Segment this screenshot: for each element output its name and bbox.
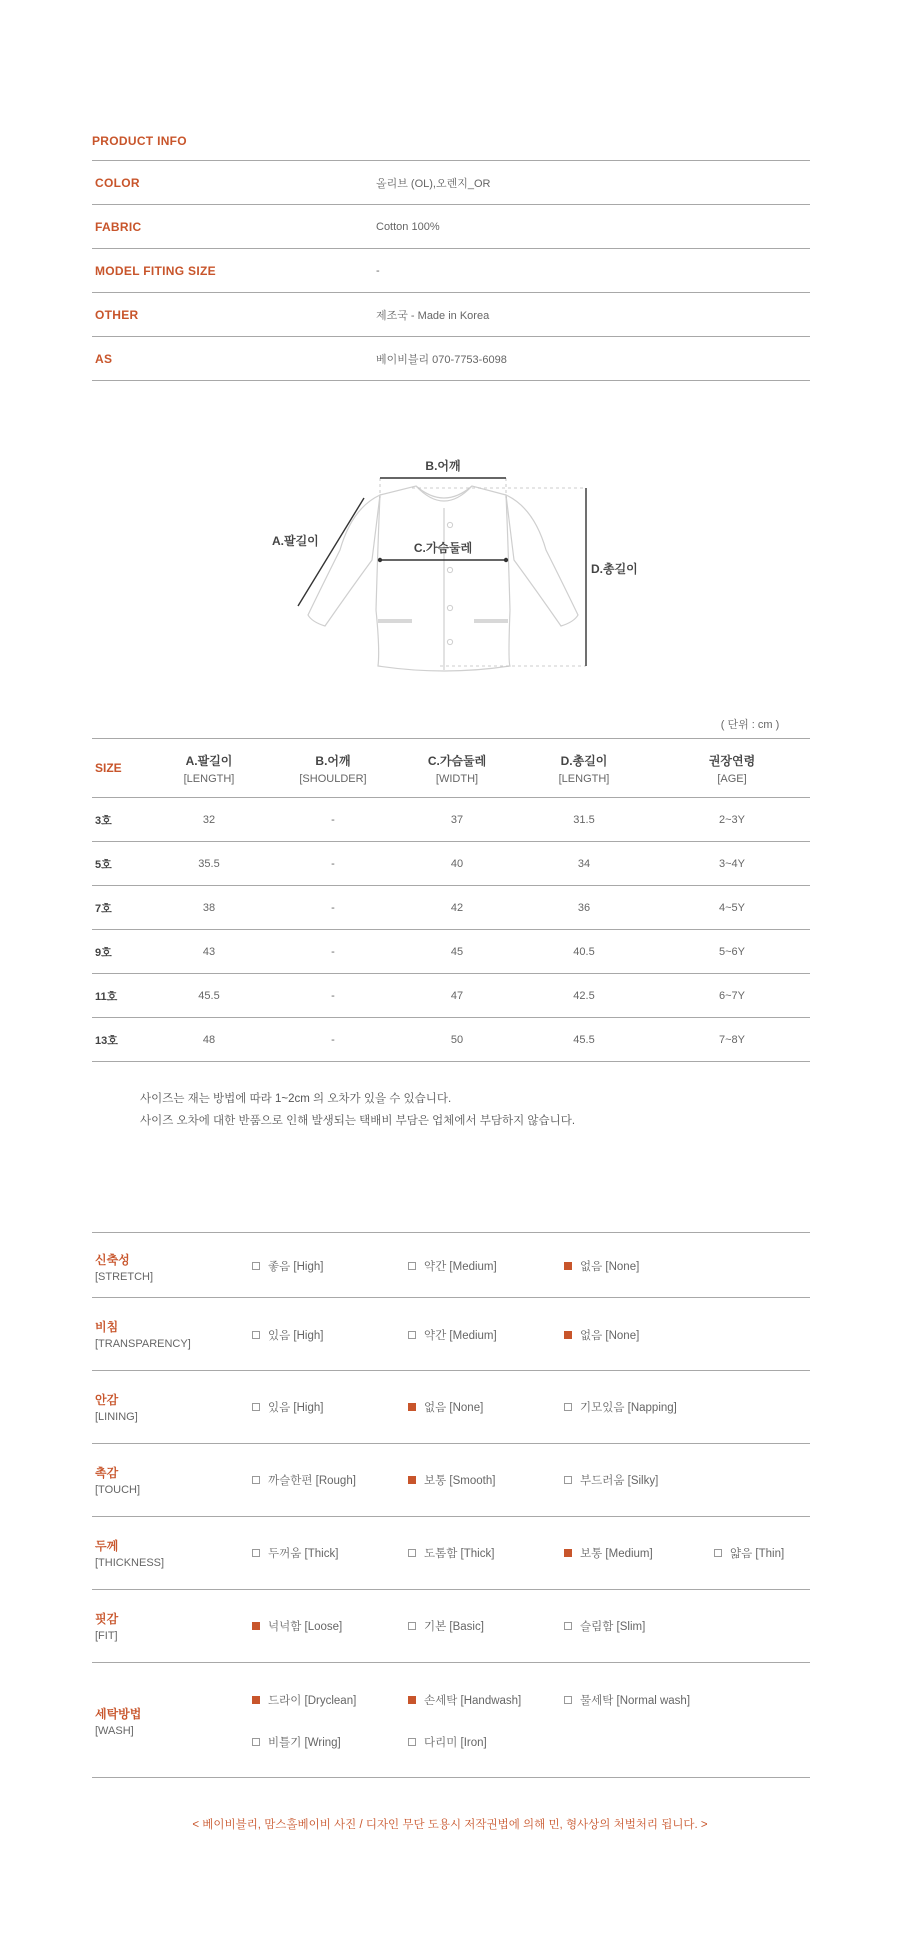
attr-en: [TRANSPARENCY] bbox=[95, 1338, 191, 1350]
size-cell: 5호 bbox=[95, 858, 112, 871]
checkbox-checked-icon bbox=[408, 1476, 416, 1484]
attr-name: 신축성 bbox=[95, 1253, 130, 1267]
column-sub: [LENGTH] bbox=[558, 772, 610, 785]
age-cell: 7~8Y bbox=[719, 1033, 745, 1046]
checkbox-empty-icon bbox=[252, 1403, 260, 1411]
option: 비틀기 [Wring] bbox=[252, 1734, 341, 1750]
chest-cell: 50 bbox=[450, 1033, 464, 1046]
checkbox-checked-icon bbox=[564, 1331, 572, 1339]
option: 물세탁 [Normal wash] bbox=[564, 1692, 690, 1708]
option: 약간 [Medium] bbox=[408, 1327, 497, 1343]
checkbox-empty-icon bbox=[408, 1738, 416, 1746]
shoulder-cell: - bbox=[331, 945, 335, 958]
unit-label: ( 단위 : cm ) bbox=[720, 719, 780, 731]
option: 없음 [None] bbox=[408, 1399, 483, 1415]
info-value: 올리브 (OL),오렌지_OR bbox=[376, 177, 491, 190]
checkbox-empty-icon bbox=[714, 1549, 722, 1557]
size-notes bbox=[140, 1088, 575, 1132]
sleeve-cell: 32 bbox=[202, 813, 216, 826]
attr-lining bbox=[92, 1371, 810, 1444]
column-name: B.어깨 bbox=[315, 753, 351, 768]
checkbox-empty-icon bbox=[408, 1549, 416, 1557]
attr-thickness bbox=[92, 1517, 810, 1590]
checkbox-checked-icon bbox=[564, 1262, 572, 1270]
table-row bbox=[92, 974, 810, 1018]
size-table bbox=[92, 738, 810, 1062]
option: 다리미 [Iron] bbox=[408, 1734, 487, 1750]
attr-name: 촉감 bbox=[95, 1466, 119, 1480]
age-cell: 5~6Y bbox=[719, 945, 745, 958]
shoulder-cell: - bbox=[331, 989, 335, 1002]
diagram-label-length: D.총길이 bbox=[591, 562, 638, 576]
checkbox-checked-icon bbox=[408, 1696, 416, 1704]
size-cell: 7호 bbox=[95, 902, 112, 915]
column-header-age bbox=[654, 752, 810, 785]
column-sub: [LENGTH] bbox=[183, 772, 235, 785]
table-row bbox=[92, 798, 810, 842]
checkbox-empty-icon bbox=[408, 1331, 416, 1339]
attr-label bbox=[95, 1464, 140, 1496]
attr-wash bbox=[92, 1663, 810, 1778]
info-label: FABRIC bbox=[95, 219, 142, 234]
guide-lines bbox=[380, 478, 586, 666]
table-row bbox=[92, 930, 810, 974]
size-cell: 13호 bbox=[95, 1034, 118, 1047]
sleeve-cell: 35.5 bbox=[198, 857, 220, 870]
info-row-model-size bbox=[92, 249, 810, 293]
checkbox-checked-icon bbox=[408, 1403, 416, 1411]
chest-cell: 37 bbox=[450, 813, 464, 826]
shoulder-cell: - bbox=[331, 1033, 335, 1046]
attr-label bbox=[95, 1391, 138, 1423]
length-cell: 31.5 bbox=[573, 813, 595, 826]
info-label: COLOR bbox=[95, 175, 140, 190]
option: 부드러움 [Silky] bbox=[564, 1472, 658, 1488]
column-sub: [SHOULDER] bbox=[299, 772, 367, 785]
product-info-title: PRODUCT INFO bbox=[92, 134, 187, 148]
sleeve-cell: 43 bbox=[202, 945, 216, 958]
checkbox-empty-icon bbox=[564, 1622, 572, 1630]
age-cell: 3~4Y bbox=[719, 857, 745, 870]
column-header-chest bbox=[400, 752, 514, 785]
length-cell: 40.5 bbox=[573, 945, 595, 958]
table-row bbox=[92, 1018, 810, 1062]
length-cell: 34 bbox=[577, 857, 591, 870]
info-label: OTHER bbox=[95, 307, 139, 322]
length-cell: 36 bbox=[577, 901, 591, 914]
chest-cell: 42 bbox=[450, 901, 464, 914]
option: 좋음 [High] bbox=[252, 1258, 323, 1274]
shoulder-cell: - bbox=[331, 813, 335, 826]
checkbox-empty-icon bbox=[564, 1403, 572, 1411]
chest-cell: 45 bbox=[450, 945, 464, 958]
column-header-shoulder bbox=[266, 752, 400, 785]
option: 보통 [Smooth] bbox=[408, 1472, 495, 1488]
info-row-fabric bbox=[92, 205, 810, 249]
column-sub: [WIDTH] bbox=[435, 772, 479, 785]
column-header-sleeve bbox=[152, 752, 266, 785]
chest-cell: 40 bbox=[450, 857, 464, 870]
checkbox-empty-icon bbox=[252, 1549, 260, 1557]
attr-name: 핏감 bbox=[95, 1612, 119, 1626]
checkbox-checked-icon bbox=[564, 1549, 572, 1557]
option: 없음 [None] bbox=[564, 1327, 639, 1343]
shoulder-cell: - bbox=[331, 901, 335, 914]
column-name: D.총길이 bbox=[560, 753, 608, 768]
option: 슬림함 [Slim] bbox=[564, 1618, 645, 1634]
info-value: 베이비블리 070-7753-6098 bbox=[376, 353, 507, 366]
column-header-length bbox=[514, 752, 654, 785]
pocket-icons bbox=[378, 619, 508, 623]
size-cell: 11호 bbox=[95, 990, 118, 1003]
option: 얇음 [Thin] bbox=[714, 1545, 784, 1561]
age-cell: 2~3Y bbox=[719, 813, 745, 826]
attr-en: [FIT] bbox=[95, 1630, 118, 1642]
checkbox-empty-icon bbox=[564, 1476, 572, 1484]
copyright-notice: < 베이비블리, 맘스홀베이비 사진 / 디자인 무단 도용시 저작권법에 의해 민, 형사상의 처벌처리 됩니다. > bbox=[192, 1819, 708, 1831]
product-info-header bbox=[92, 122, 810, 161]
attr-transparency bbox=[92, 1298, 810, 1371]
product-attributes bbox=[92, 1232, 810, 1778]
option: 까슬한편 [Rough] bbox=[252, 1472, 356, 1488]
attr-en: [LINING] bbox=[95, 1411, 138, 1423]
info-row-color bbox=[92, 161, 810, 205]
measure-lines bbox=[298, 478, 586, 666]
table-row bbox=[92, 886, 810, 930]
size-cell: 9호 bbox=[95, 946, 112, 959]
column-sub: [AGE] bbox=[717, 772, 747, 785]
checkbox-empty-icon bbox=[252, 1476, 260, 1484]
option: 보통 [Medium] bbox=[564, 1545, 653, 1561]
size-column-header: SIZE bbox=[95, 761, 122, 775]
option: 있음 [High] bbox=[252, 1399, 323, 1415]
attr-label bbox=[95, 1251, 153, 1283]
info-row-as bbox=[92, 337, 810, 381]
checkbox-empty-icon bbox=[252, 1262, 260, 1270]
size-table-header bbox=[92, 738, 810, 798]
info-row-other bbox=[92, 293, 810, 337]
sleeve-cell: 38 bbox=[202, 901, 216, 914]
attr-fit bbox=[92, 1590, 810, 1663]
attr-en: [STRETCH] bbox=[95, 1271, 154, 1283]
attr-name: 두께 bbox=[95, 1539, 119, 1553]
option: 기모있음 [Napping] bbox=[564, 1399, 677, 1415]
option: 두꺼움 [Thick] bbox=[252, 1545, 338, 1561]
note-line: 사이즈 오차에 대한 반품으로 인해 발생되는 택배비 부담은 업체에서 부담하지 않습니다. bbox=[140, 1115, 576, 1127]
table-row bbox=[92, 842, 810, 886]
size-cell: 3호 bbox=[95, 814, 112, 827]
column-name: 권장연령 bbox=[708, 753, 756, 768]
length-cell: 42.5 bbox=[573, 989, 595, 1002]
checkbox-empty-icon bbox=[408, 1622, 416, 1630]
checkbox-empty-icon bbox=[408, 1262, 416, 1270]
shoulder-cell: - bbox=[331, 857, 335, 870]
diagram-label-sleeve: A.팔길이 bbox=[272, 534, 319, 548]
attr-en: [THICKNESS] bbox=[95, 1557, 165, 1569]
sleeve-cell: 48 bbox=[202, 1033, 216, 1046]
option: 약간 [Medium] bbox=[408, 1258, 497, 1274]
attr-label bbox=[95, 1610, 118, 1642]
option: 드라이 [Dryclean] bbox=[252, 1692, 356, 1708]
note-line: 사이즈는 재는 방법에 따라 1~2cm 의 오차가 있을 수 있습니다. bbox=[140, 1093, 452, 1105]
attr-name: 안감 bbox=[95, 1393, 119, 1407]
attr-touch bbox=[92, 1444, 810, 1517]
sleeve-cell: 45.5 bbox=[198, 989, 220, 1002]
option: 없음 [None] bbox=[564, 1258, 639, 1274]
attr-label bbox=[95, 1318, 191, 1350]
attr-stretch bbox=[92, 1233, 810, 1298]
diagram-label-shoulder: B.어깨 bbox=[425, 459, 461, 473]
checkbox-empty-icon bbox=[252, 1738, 260, 1746]
attr-name: 비침 bbox=[95, 1320, 119, 1334]
diagram-label-chest: C.가슴둘레 bbox=[413, 541, 473, 555]
info-value: Cotton 100% bbox=[376, 220, 440, 233]
age-cell: 6~7Y bbox=[719, 989, 745, 1002]
option: 넉넉함 [Loose] bbox=[252, 1618, 342, 1634]
product-info bbox=[92, 122, 810, 381]
column-name: A.팔길이 bbox=[185, 753, 233, 768]
attr-en: [WASH] bbox=[95, 1725, 134, 1737]
checkbox-checked-icon bbox=[252, 1622, 260, 1630]
cardigan-outline-icon bbox=[308, 486, 578, 671]
length-cell: 45.5 bbox=[573, 1033, 595, 1046]
age-cell: 4~5Y bbox=[719, 901, 745, 914]
checkbox-empty-icon bbox=[564, 1696, 572, 1704]
attr-label bbox=[95, 1705, 141, 1737]
info-label: AS bbox=[95, 351, 113, 366]
info-value: - bbox=[376, 264, 380, 277]
option: 손세탁 [Handwash] bbox=[408, 1692, 521, 1708]
info-value: 제조국 - Made in Korea bbox=[376, 309, 490, 322]
attr-en: [TOUCH] bbox=[95, 1484, 141, 1496]
attr-label bbox=[95, 1537, 164, 1569]
column-name: C.가슴둘레 bbox=[427, 753, 487, 768]
info-label: MODEL FITING SIZE bbox=[95, 263, 216, 278]
checkbox-empty-icon bbox=[252, 1331, 260, 1339]
option: 기본 [Basic] bbox=[408, 1618, 484, 1634]
option: 있음 [High] bbox=[252, 1327, 323, 1343]
option: 도톰함 [Thick] bbox=[408, 1545, 494, 1561]
checkbox-checked-icon bbox=[252, 1696, 260, 1704]
garment-measurement-diagram bbox=[0, 450, 900, 680]
chest-cell: 47 bbox=[450, 989, 464, 1002]
attr-name: 세탁방법 bbox=[95, 1707, 142, 1721]
